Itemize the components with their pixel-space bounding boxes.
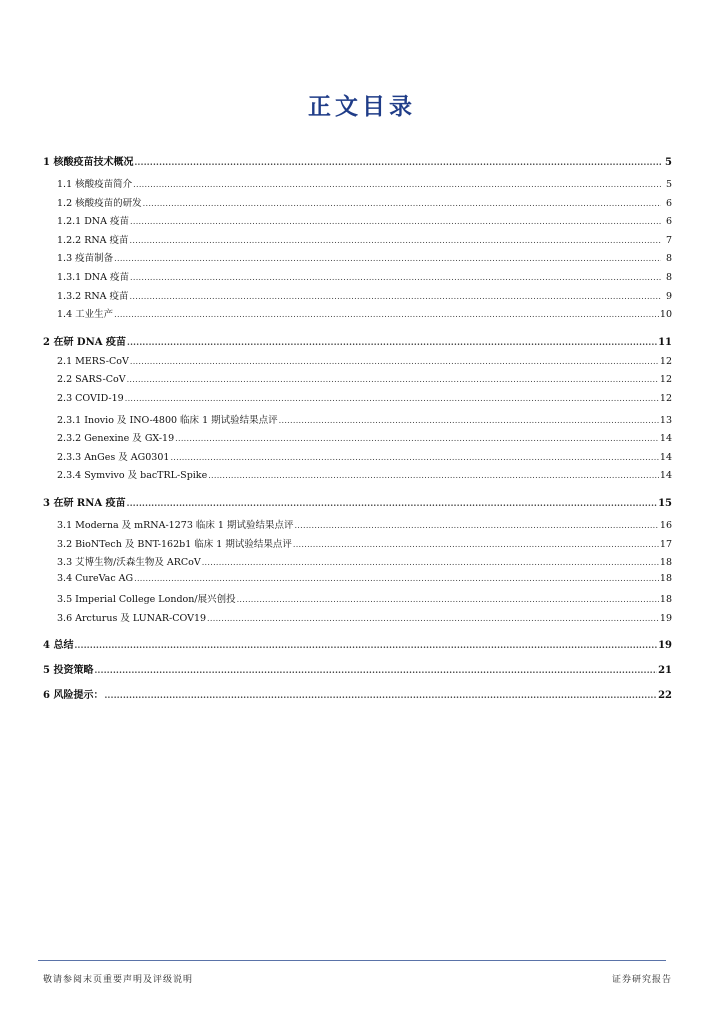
toc-entry[interactable]: [43, 467, 672, 486]
toc-dot-leader: [175, 434, 659, 443]
toc-entry[interactable]: [43, 288, 672, 307]
toc-dot-leader: [127, 337, 657, 347]
toc-dot-leader: [293, 540, 659, 549]
toc-dot-leader: [133, 180, 661, 189]
toc-entry[interactable]: [43, 176, 672, 195]
toc-entry[interactable]: [43, 591, 672, 610]
toc-entry-title: 3.3 艾博生物/沃森生物及 ARCoV: [57, 557, 201, 569]
toc-entry-title: 1 核酸疫苗技术概况: [43, 157, 134, 168]
toc-page-number: 5: [665, 157, 672, 168]
toc-entry[interactable]: [43, 213, 672, 232]
toc-entry[interactable]: [43, 393, 672, 412]
toc-entry-title: 6 风险提示：: [43, 690, 104, 702]
toc-entry[interactable]: [43, 153, 672, 170]
toc-entry-title: 2.3 COVID-19: [57, 392, 124, 404]
toc-dot-leader: [134, 157, 661, 167]
toc-page-number: 12: [659, 355, 672, 367]
toc-page-number: 21: [658, 665, 672, 677]
toc-page-number: 14: [659, 470, 672, 482]
toc-dot-leader: [170, 453, 658, 462]
toc-entry[interactable]: [43, 333, 672, 350]
toc-dot-leader: [202, 558, 659, 567]
toc-page-number: 5: [665, 179, 672, 190]
toc-entry[interactable]: [43, 661, 672, 678]
toc-page-number: 10: [659, 309, 672, 321]
toc-page-number: 19: [659, 612, 672, 624]
footer-divider: [38, 960, 666, 961]
toc-dot-leader: [207, 614, 659, 623]
toc-entry-title: 1.3.1 DNA 疫苗: [57, 271, 130, 283]
toc-entry[interactable]: [43, 494, 672, 511]
page-title: 正文目录: [308, 93, 416, 120]
toc-entry-title: 2.2 SARS-CoV: [57, 374, 126, 386]
toc-dot-leader: [279, 416, 659, 425]
toc-page-number: 17: [659, 538, 672, 550]
toc-page-number: 22: [658, 690, 672, 702]
toc-page-number: 14: [659, 433, 672, 445]
toc-entry[interactable]: [43, 686, 672, 703]
toc-entry-title: 3.5 Imperial College London/展兴创投: [57, 594, 236, 606]
toc-dot-leader: [125, 394, 659, 403]
toc-entry[interactable]: [43, 356, 672, 375]
toc-entry[interactable]: [43, 232, 672, 251]
toc-entry[interactable]: [43, 610, 672, 629]
toc-dot-leader: [104, 690, 657, 700]
toc-entry[interactable]: [43, 269, 672, 288]
toc-entry-title: 1.4 工业生产: [57, 309, 114, 321]
toc-page-number: 12: [659, 392, 672, 404]
toc-entry-title: 1.2 核酸疫苗的研发: [57, 197, 142, 209]
toc-page-number: 8: [665, 253, 672, 265]
table-of-contents: [43, 153, 672, 709]
toc-dot-leader: [114, 310, 659, 319]
toc-entry-title: 3.6 Arcturus 及 LUNAR-COV19: [57, 612, 207, 624]
toc-entry[interactable]: [43, 250, 672, 269]
toc-entry[interactable]: [43, 412, 672, 431]
toc-page-number: 18: [659, 557, 672, 569]
toc-page-number: 12: [659, 374, 672, 386]
toc-entry-title: 5 投资策略: [43, 665, 94, 677]
toc-entry-title: 2.3.3 AnGes 及 AG0301: [57, 451, 170, 463]
toc-dot-leader: [294, 521, 658, 530]
toc-dot-leader: [114, 254, 661, 263]
toc-entry[interactable]: [43, 573, 672, 592]
toc-dot-leader: [94, 665, 657, 675]
toc-page-number: 7: [665, 234, 672, 246]
toc-page-number: 14: [659, 451, 672, 463]
toc-dot-leader: [143, 199, 661, 208]
toc-page-number: 6: [665, 216, 672, 228]
toc-page-number: 9: [665, 290, 672, 302]
toc-entry[interactable]: [43, 195, 672, 214]
footer-disclaimer: 敬请参阅末页重要声明及评级说明: [43, 975, 194, 985]
toc-entry-title: 1.1 核酸疫苗简介: [57, 179, 133, 190]
toc-entry-title: 3.1 Moderna 及 mRNA-1273 临床 1 期试验结果点评: [57, 519, 294, 531]
footer-report-type: 证券研究报告: [611, 975, 672, 985]
toc-page-number: 13: [659, 414, 672, 426]
toc-dot-leader: [130, 357, 659, 366]
toc-dot-leader: [130, 236, 661, 245]
toc-entry-title: 3.4 CureVac AG: [57, 572, 134, 584]
toc-entry-title: 2 在研 DNA 疫苗: [43, 336, 126, 348]
toc-dot-leader: [130, 217, 661, 226]
toc-dot-leader: [134, 574, 659, 583]
toc-entry-title: 1.2.1 DNA 疫苗: [57, 216, 130, 228]
toc-dot-leader: [127, 498, 657, 508]
toc-page-number: 6: [665, 197, 672, 209]
toc-entry-title: 2.3.1 Inovio 及 INO-4800 临床 1 期试验结果点评: [57, 414, 278, 426]
toc-dot-leader: [208, 471, 659, 480]
toc-page-number: 18: [659, 572, 672, 584]
toc-entry[interactable]: [43, 517, 672, 536]
toc-page-number: 15: [658, 497, 672, 509]
toc-entry[interactable]: [43, 374, 672, 393]
toc-dot-leader: [130, 273, 661, 282]
toc-entry[interactable]: [43, 449, 672, 468]
toc-entry[interactable]: [43, 430, 672, 449]
toc-page-number: 8: [665, 271, 672, 283]
toc-entry[interactable]: [43, 554, 672, 573]
toc-dot-leader: [74, 640, 657, 650]
toc-entry-title: 1.3 疫苗制备: [57, 253, 114, 265]
toc-entry-title: 1.3.2 RNA 疫苗: [57, 290, 129, 302]
toc-entry-title: 3 在研 RNA 疫苗: [43, 497, 126, 509]
toc-page-number: 11: [658, 336, 672, 348]
toc-entry[interactable]: [43, 306, 672, 325]
toc-entry[interactable]: [43, 536, 672, 555]
toc-page-number: 18: [659, 594, 672, 606]
toc-entry-title: 2.3.2 Genexine 及 GX-19: [57, 433, 175, 445]
toc-entry-title: 2.3.4 Symvivo 及 bacTRL-Spike: [57, 470, 208, 482]
toc-page-number: 19: [658, 640, 672, 652]
toc-entry-title: 1.2.2 RNA 疫苗: [57, 234, 129, 246]
toc-dot-leader: [237, 595, 659, 604]
toc-dot-leader: [127, 375, 659, 384]
toc-dot-leader: [130, 292, 661, 301]
toc-entry[interactable]: [43, 636, 672, 653]
toc-page-number: 16: [659, 519, 672, 531]
toc-entry-title: 3.2 BioNTech 及 BNT-162b1 临床 1 期试验结果点评: [57, 538, 292, 550]
toc-entry-title: 2.1 MERS-CoV: [57, 355, 129, 367]
toc-entry-title: 4 总结: [43, 640, 74, 652]
